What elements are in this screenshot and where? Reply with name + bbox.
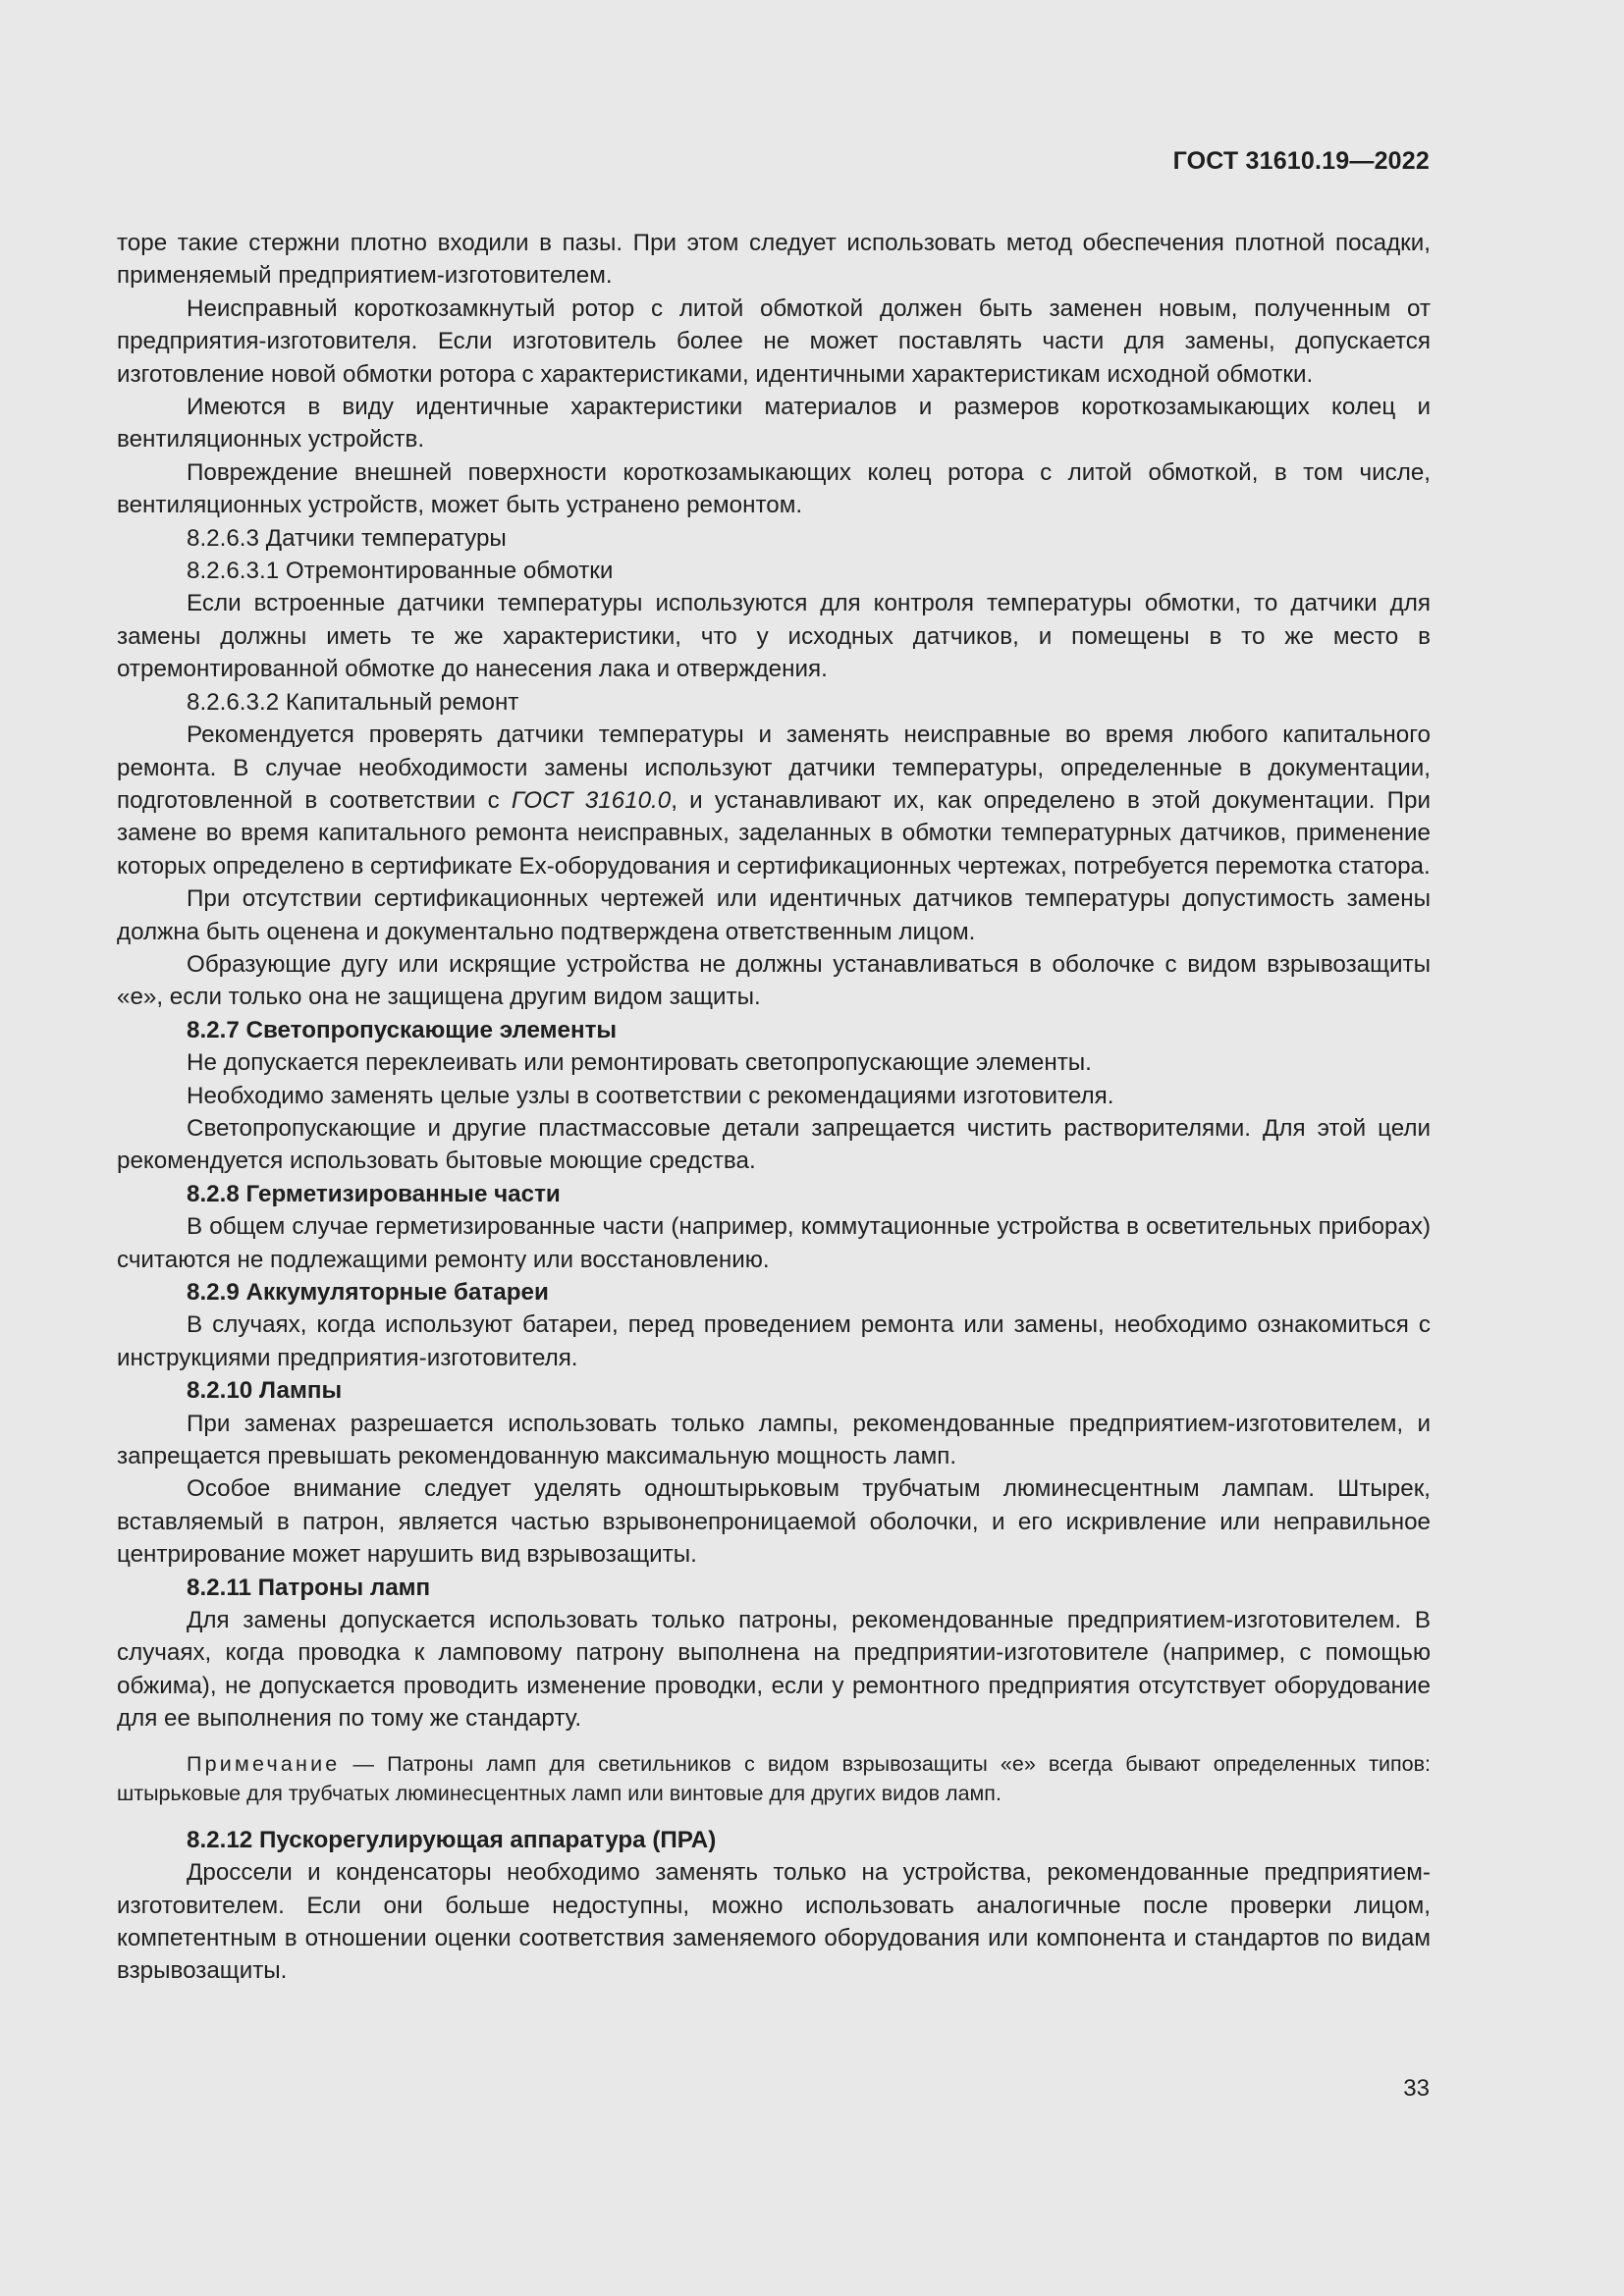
paragraph-overhaul-sensors-part2: , и устанавливают их, как определено в этой документации. При замене во время капитального ремонта неисправных, заделанных в обмотки температурных датчиков, применение которых определено в сертификате Ех-оборудования и сертификационных чертежах, потребуется перемотка статора. <box>117 786 1432 880</box>
heading-8-2-8: 8.2.8 Герметизированные части <box>187 1180 561 1207</box>
paragraph-sealed-parts: В общем случае герметизированные части (например, коммутационные устройства в осветительных приборах) считаются не подлежащими ремонту или восстановлению. <box>117 1213 1431 1273</box>
paragraph-arcing-devices: Образующие дугу или искрящие устройства не должны устанавливаться в оболочке с видом взрывозащиты «е», если только она не защищена другим видом защиты. <box>117 950 1431 1011</box>
note-text: — Патроны ламп для светильников с видом взрывозащиты «е» всегда бывают определенных типов: штырьковые для трубчатых люминесцентных ламп или винтовые для других видов ламп. <box>117 1751 1431 1805</box>
paragraph-cleaning: Светопропускающие и другие пластмассовые детали запрещается чистить растворителями. Для этой цели рекомендуется использовать бытовые моющие средства. <box>117 1114 1431 1175</box>
heading-8-2-6-3-1: 8.2.6.3.1 Отремонтированные обмотки <box>187 558 614 585</box>
paragraph-identical-characteristics: Имеются в виду идентичные характеристики материалов и размеров короткозамыкающих колец и вентиляционных устройств. <box>117 394 1431 454</box>
document-id-header: ГОСТ 31610.19—2022 <box>1172 147 1430 175</box>
paragraph-batteries: В случаях, когда используют батареи, перед проведением ремонта или замены, необходимо ознакомиться с инструкциями предприятия-изготовителя. <box>117 1311 1431 1371</box>
heading-8-2-10: 8.2.10 Лампы <box>187 1377 343 1405</box>
page-body <box>117 227 1431 1988</box>
paragraph-lamp-replacement: При заменах разрешается использовать только лампы, рекомендованные предприятием-изготовителем, и запрещается превышать рекомендованную максимальную мощность ламп. <box>117 1410 1431 1470</box>
paragraph-lamp-holders: Для замены допускается использовать только патроны, рекомендованные предприятием-изготовителем. В случаях, когда проводка к ламповому патрону выполнена на предприятии-изготовителе (например, с помощью обжима), не допускается проводить изменение проводки, если у ремонтного предприятия отсутствует оборудование для ее выполнения по тому же стандарту. <box>117 1607 1431 1733</box>
heading-8-2-9: 8.2.9 Аккумуляторные батареи <box>187 1279 549 1306</box>
paragraph-no-regluing: Не допускается переклеивать или ремонтировать светопропускающие элементы. <box>187 1049 1092 1077</box>
heading-8-2-6-3-2: 8.2.6.3.2 Капитальный ремонт <box>187 688 519 716</box>
paragraph-single-pin-lamps: Особое внимание следует уделять одноштырьковым трубчатым люминесцентным лампам. Штырек, вставляемый в патрон, является частью взрывонепроницаемой оболочки, и его искривление или неправильное центрирование может нарушить вид взрывозащиты. <box>117 1475 1431 1569</box>
paragraph-replace-assemblies: Необходимо заменять целые узлы в соответствии с рекомендациями изготовителя. <box>187 1082 1114 1109</box>
note-label: Примечание <box>187 1751 341 1776</box>
paragraph-continuation: торе такие стержни плотно входили в пазы. При этом следует использовать метод обеспечения плотной посадки, применяемый предприятием-изготовителем. <box>117 230 1431 290</box>
paragraph-ballast: Дроссели и конденсаторы необходимо заменять только на устройства, рекомендованные предприятием-изготовителем. Если они больше недоступны, можно использовать аналогичные после проверки лицом, компетентным в отношении оценки соответствия заменяемого оборудования или компонента и стандартов по видам взрывозащиты. <box>117 1859 1431 1985</box>
paragraph-overhaul-sensors <box>117 719 1431 882</box>
heading-8-2-6-3: 8.2.6.3 Датчики температуры <box>187 524 507 552</box>
paragraph-overhaul-sensors-part1: Рекомендуется проверять датчики температуры и заменять неисправные во время любого капитального ремонта. В случае необходимости замены используют датчики температуры, определенные в документации, подготовленной в соответствии с <box>117 721 1431 814</box>
heading-8-2-12: 8.2.12 Пускорегулирующая аппаратура (ПРА) <box>187 1826 717 1853</box>
paragraph-builtin-sensors: Если встроенные датчики температуры используются для контроля температуры обмотки, то датчики для замены должны иметь те же характеристики, что у исходных датчиков, и помещены в то же место в отремонтированной обмотке до нанесения лака и отверждения. <box>117 590 1431 683</box>
standard-reference: ГОСТ 31610.0 <box>511 786 672 814</box>
paragraph-rotor-replacement: Неисправный короткозамкнутый ротор с литой обмоткой должен быть заменен новым, полученным от предприятия-изготовителя. Если изготовитель более не может поставлять части для замены, допускается изготовление новой обмотки ротора с характеристиками, идентичными характеристикам исходной обмотки. <box>117 294 1431 388</box>
paragraph-surface-damage: Повреждение внешней поверхности короткозамыкающих колец ротора с литой обмоткой, в том числе, вентиляционных устройств, может быть устранено ремонтом. <box>117 458 1431 519</box>
heading-8-2-7: 8.2.7 Светопропускающие элементы <box>187 1016 618 1043</box>
note-lamp-holders <box>117 1749 1431 1808</box>
page-number: 33 <box>1403 2075 1430 2102</box>
paragraph-missing-drawings: При отсутствии сертификационных чертежей или идентичных датчиков температуры допустимость замены должна быть оценена и документально подтверждена ответственным лицом. <box>117 885 1431 945</box>
heading-8-2-11: 8.2.11 Патроны ламп <box>187 1574 431 1601</box>
